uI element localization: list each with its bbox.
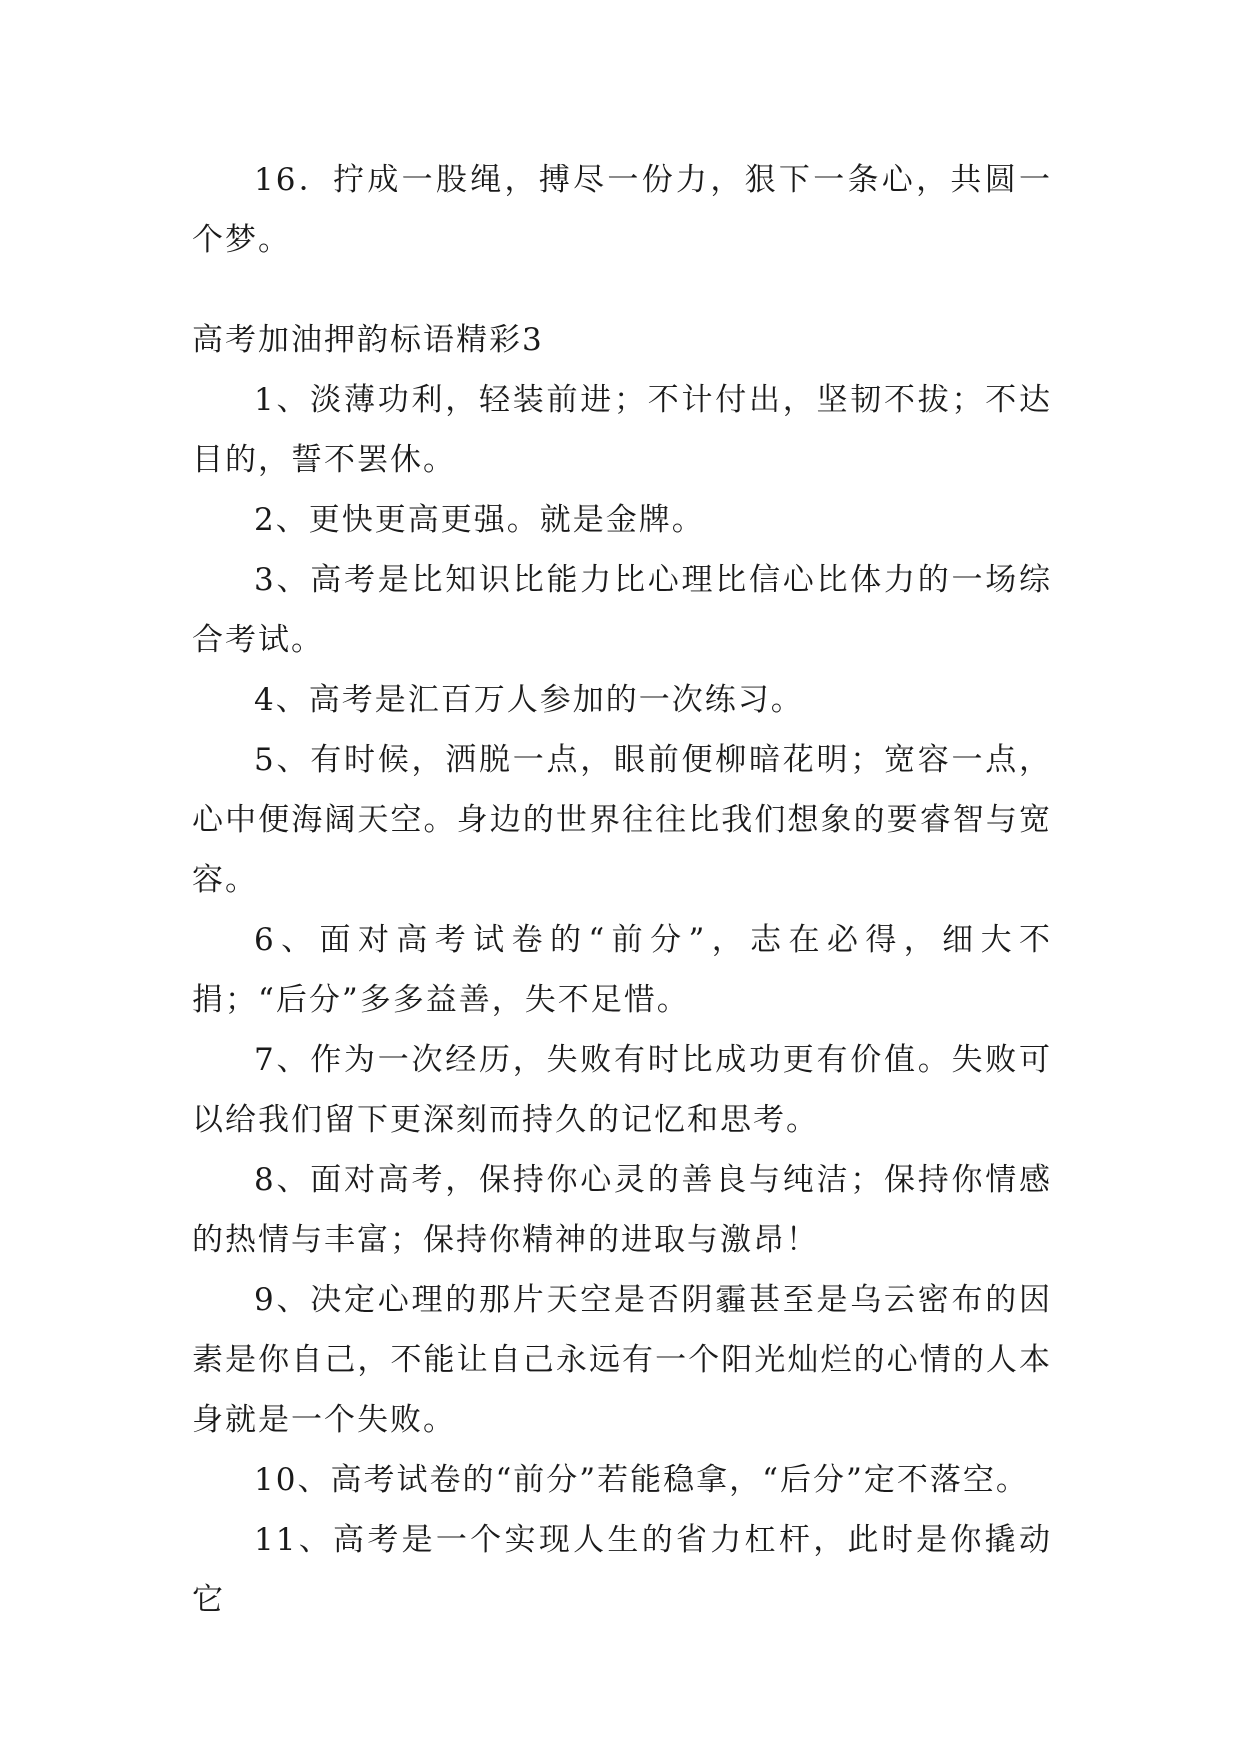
list-item-1: 1、淡薄功利，轻装前进；不计付出，坚韧不拔；不达目的，誓不罢休。 <box>192 382 1052 478</box>
list-item-4: 4、高考是汇百万人参加的一次练习。 <box>254 682 804 718</box>
list-item-3: 3、高考是比知识比能力比心理比信心比体力的一场综合考试。 <box>192 562 1052 658</box>
document-body <box>192 150 1052 1630</box>
section-title: 高考加油押韵标语精彩3 <box>192 322 544 358</box>
list-item-5: 5、有时候，洒脱一点，眼前便柳暗花明；宽容一点，心中便海阔天空。身边的世界往往比我们想象的要睿智与宽容。 <box>192 742 1052 898</box>
list-item-2: 2、更快更高更强。就是金牌。 <box>254 502 705 538</box>
list-item-9: 9、决定心理的那片天空是否阴霾甚至是乌云密布的因素是你自己，不能让自己永远有一个阳光灿烂的心情的人本身就是一个失败。 <box>192 1282 1052 1438</box>
list-item-16: 16．拧成一股绳，搏尽一份力，狠下一条心，共圆一个梦。 <box>192 162 1052 258</box>
list-item-8: 8、面对高考，保持你心灵的善良与纯洁；保持你情感的热情与丰富；保持你精神的进取与激昂！ <box>192 1162 1052 1258</box>
list-item-6: 6、面对高考试卷的“前分”，志在必得，细大不捐；“后分”多多益善，失不足惜。 <box>192 922 1052 1018</box>
list-item-7: 7、作为一次经历，失败有时比成功更有价值。失败可以给我们留下更深刻而持久的记忆和思考。 <box>192 1042 1052 1138</box>
list-item-10: 10、高考试卷的“前分”若能稳拿，“后分”定不落空。 <box>254 1462 1029 1498</box>
list-item-11: 11、高考是一个实现人生的省力杠杆，此时是你撬动它 <box>192 1522 1052 1618</box>
